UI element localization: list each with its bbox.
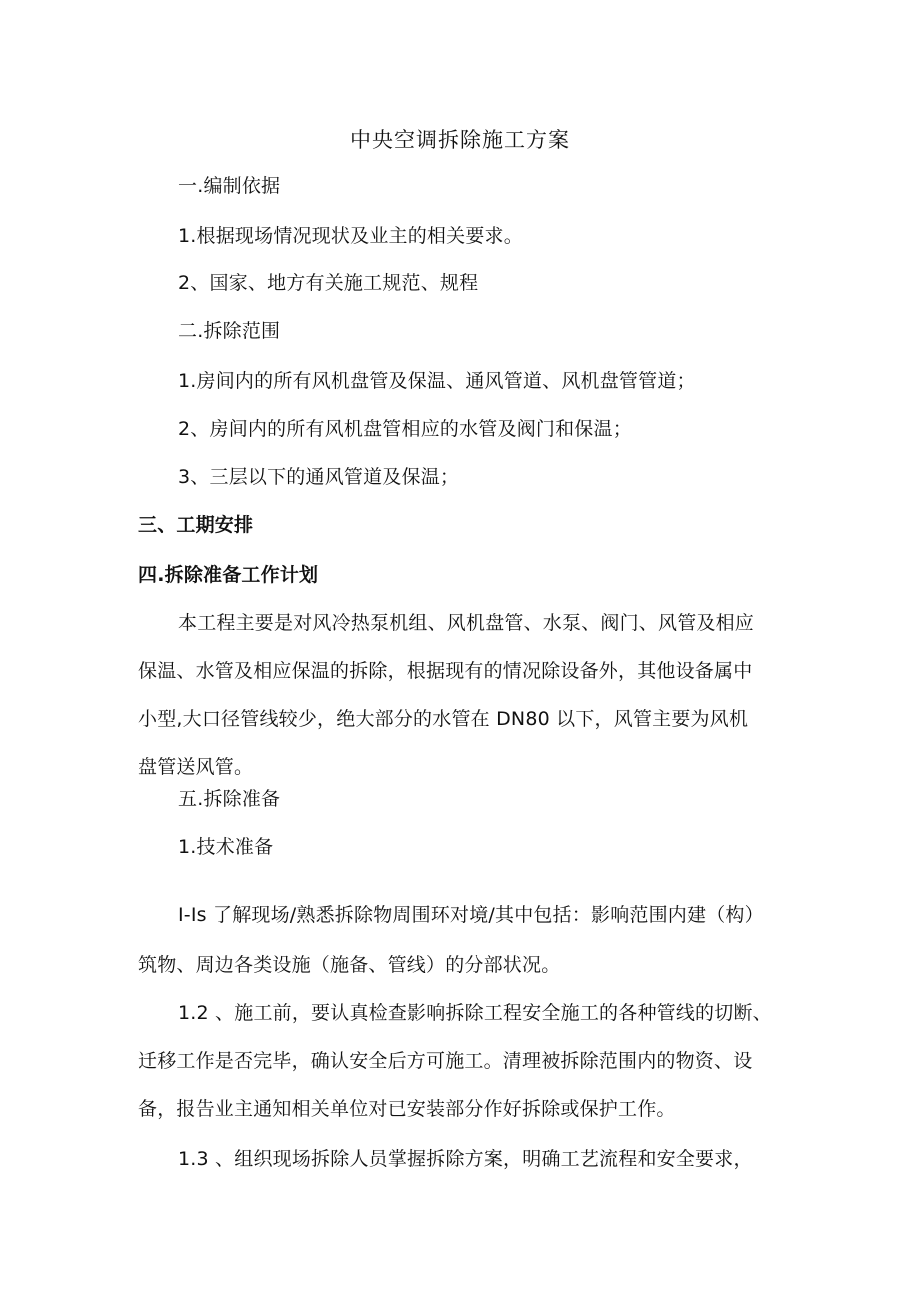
section-heading-basis: 一.编制依据 <box>178 175 281 197</box>
prep-plan-paragraph-line: 本工程主要是对风冷热泵机组、风机盘管、水泵、阀门、风管及相应 <box>178 612 755 634</box>
item-1-3-line: 1.3 、组织现场拆除人员掌握拆除方案，明确工艺流程和安全要求， <box>178 1148 753 1170</box>
section-heading-scope: 二.拆除范围 <box>178 320 281 342</box>
prep-plan-paragraph-line: 小型,大口径管线较少，绝大部分的水管在 DN80 以下，风管主要为风机 <box>138 708 749 730</box>
item-1-2-line: 备，报告业主通知相关单位对已安装部分作好拆除或保护工作。 <box>138 1098 676 1120</box>
prep-plan-paragraph-line: 保温、水管及相应保温的拆除，根据现有的情况除设备外，其他设备属中 <box>138 660 753 682</box>
item-1-1-line: I-Is 了解现场/熟悉拆除物周围环对境/其中包括：影响范围内建（构） <box>178 904 764 926</box>
basis-item-1: 1.根据现场情况现状及业主的相关要求。 <box>178 225 523 247</box>
item-1-2-line: 1.2 、施工前，要认真检查影响拆除工程安全施工的各种管线的切断、 <box>178 1002 772 1024</box>
scope-item-2: 2、房间内的所有风机盘管相应的水管及阀门和保温； <box>178 418 632 440</box>
basis-item-2: 2、国家、地方有关施工规范、规程 <box>178 272 479 294</box>
section-heading-demolition-prep: 五.拆除准备 <box>178 788 281 810</box>
item-1-2-line: 迁移工作是否完毕，确认安全后方可施工。清理被拆除范围内的物资、设 <box>138 1050 753 1072</box>
prep-plan-paragraph-line: 盘管送风管。 <box>138 756 254 778</box>
scope-item-3: 3、三层以下的通风管道及保温； <box>178 466 460 488</box>
subheading-technical-prep: 1.技术准备 <box>178 836 274 858</box>
item-1-1-line: 筑物、周边各类设施（施备、管线）的分部状况。 <box>138 954 561 976</box>
scope-item-1: 1.房间内的所有风机盘管及保温、通风管道、风机盘管管道； <box>178 370 696 392</box>
section-heading-schedule: 三、工期安排 <box>138 514 254 536</box>
document-title: 中央空调拆除施工方案 <box>350 128 570 152</box>
section-heading-prep-plan: 四.拆除准备工作计划 <box>138 564 319 586</box>
